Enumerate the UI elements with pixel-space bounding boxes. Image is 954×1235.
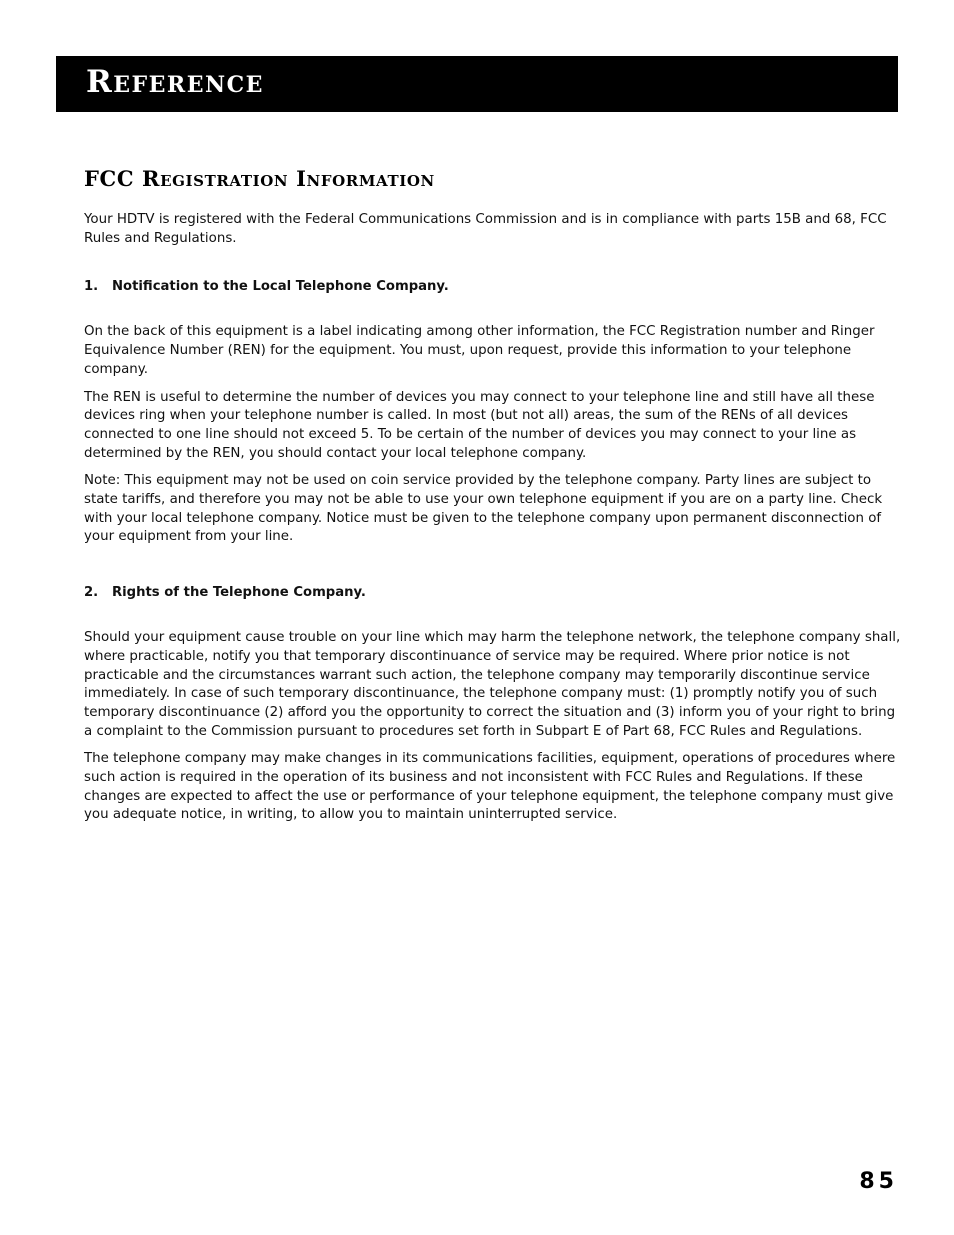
content xyxy=(84,165,902,834)
item-1-heading-text: Notification to the Local Telephone Company. xyxy=(112,279,449,295)
header-bar xyxy=(56,56,898,112)
item-1-paragraph-1: On the back of this equipment is a label indicating among other information, the FCC Registration number and Ringer Equivalence Number (REN) for the equipment. You must, upon request, provide this information to your telephone company. xyxy=(84,324,875,377)
item-2-paragraph-1: Should your equipment cause trouble on your line which may harm the telephone network, the telephone company shall, where practicable, notify you that temporary discontinuance of service may be required. Where prior notice is not practicable and the circumstances warrant such action, the telephone company may temporarily discontinue service immediately. In case of such temporary discontinuance, the telephone company must: (1) promptly notify you of such temporary discontinuance (2) afford you the opportunity to correct the situation and (3) inform you of your right to bring a complaint to the Commission pursuant to procedures set forth in Subpart E of Part 68, FCC Rules and Regulations. xyxy=(84,630,901,739)
item-2-paragraph-2: The telephone company may make changes in its communications facilities, equipment, operations of procedures where such action is required in the operation of its business and not inconsistent with FCC Rules and Regulations. If these changes are expected to affect the use or performance of your telephone equipment, the telephone company must give you adequate notice, in writing, to allow you to maintain uninterrupted service. xyxy=(84,751,896,823)
item-2-heading-text: Rights of the Telephone Company. xyxy=(112,585,366,601)
section-title: FCC Registration Information xyxy=(84,166,435,191)
page-title: Reference xyxy=(86,64,264,100)
item-2-heading xyxy=(84,584,902,602)
item-1-paragraph-3: Note: This equipment may not be used on coin service provided by the telephone company. Party lines are subject to state tariffs, and therefore you may not be able to use your own telephone equipment if you are on a party line. Check with your local telephone company. Notice must be given to the telephone company upon permanent disconnection of your equipment from your line. xyxy=(84,473,883,545)
item-1-heading xyxy=(84,278,902,296)
item-1-number: 1. xyxy=(84,279,99,295)
item-1-paragraph-2: The REN is useful to determine the number of devices you may connect to your telephone line and still have all these devices ring when your telephone number is called. In most (but not all) areas, the sum of the RENs of all devices connected to one line should not exceed 5. To be certain of the number of devices you may connect to your line as determined by the REN, you should contact your local telephone company. xyxy=(84,389,875,461)
item-2-number: 2. xyxy=(84,585,99,601)
intro-paragraph: Your HDTV is registered with the Federal Communications Commission and is in compliance with parts 15B and 68, FCC Rules and Regulations. xyxy=(84,212,887,246)
page-number: 85 xyxy=(859,1169,898,1194)
